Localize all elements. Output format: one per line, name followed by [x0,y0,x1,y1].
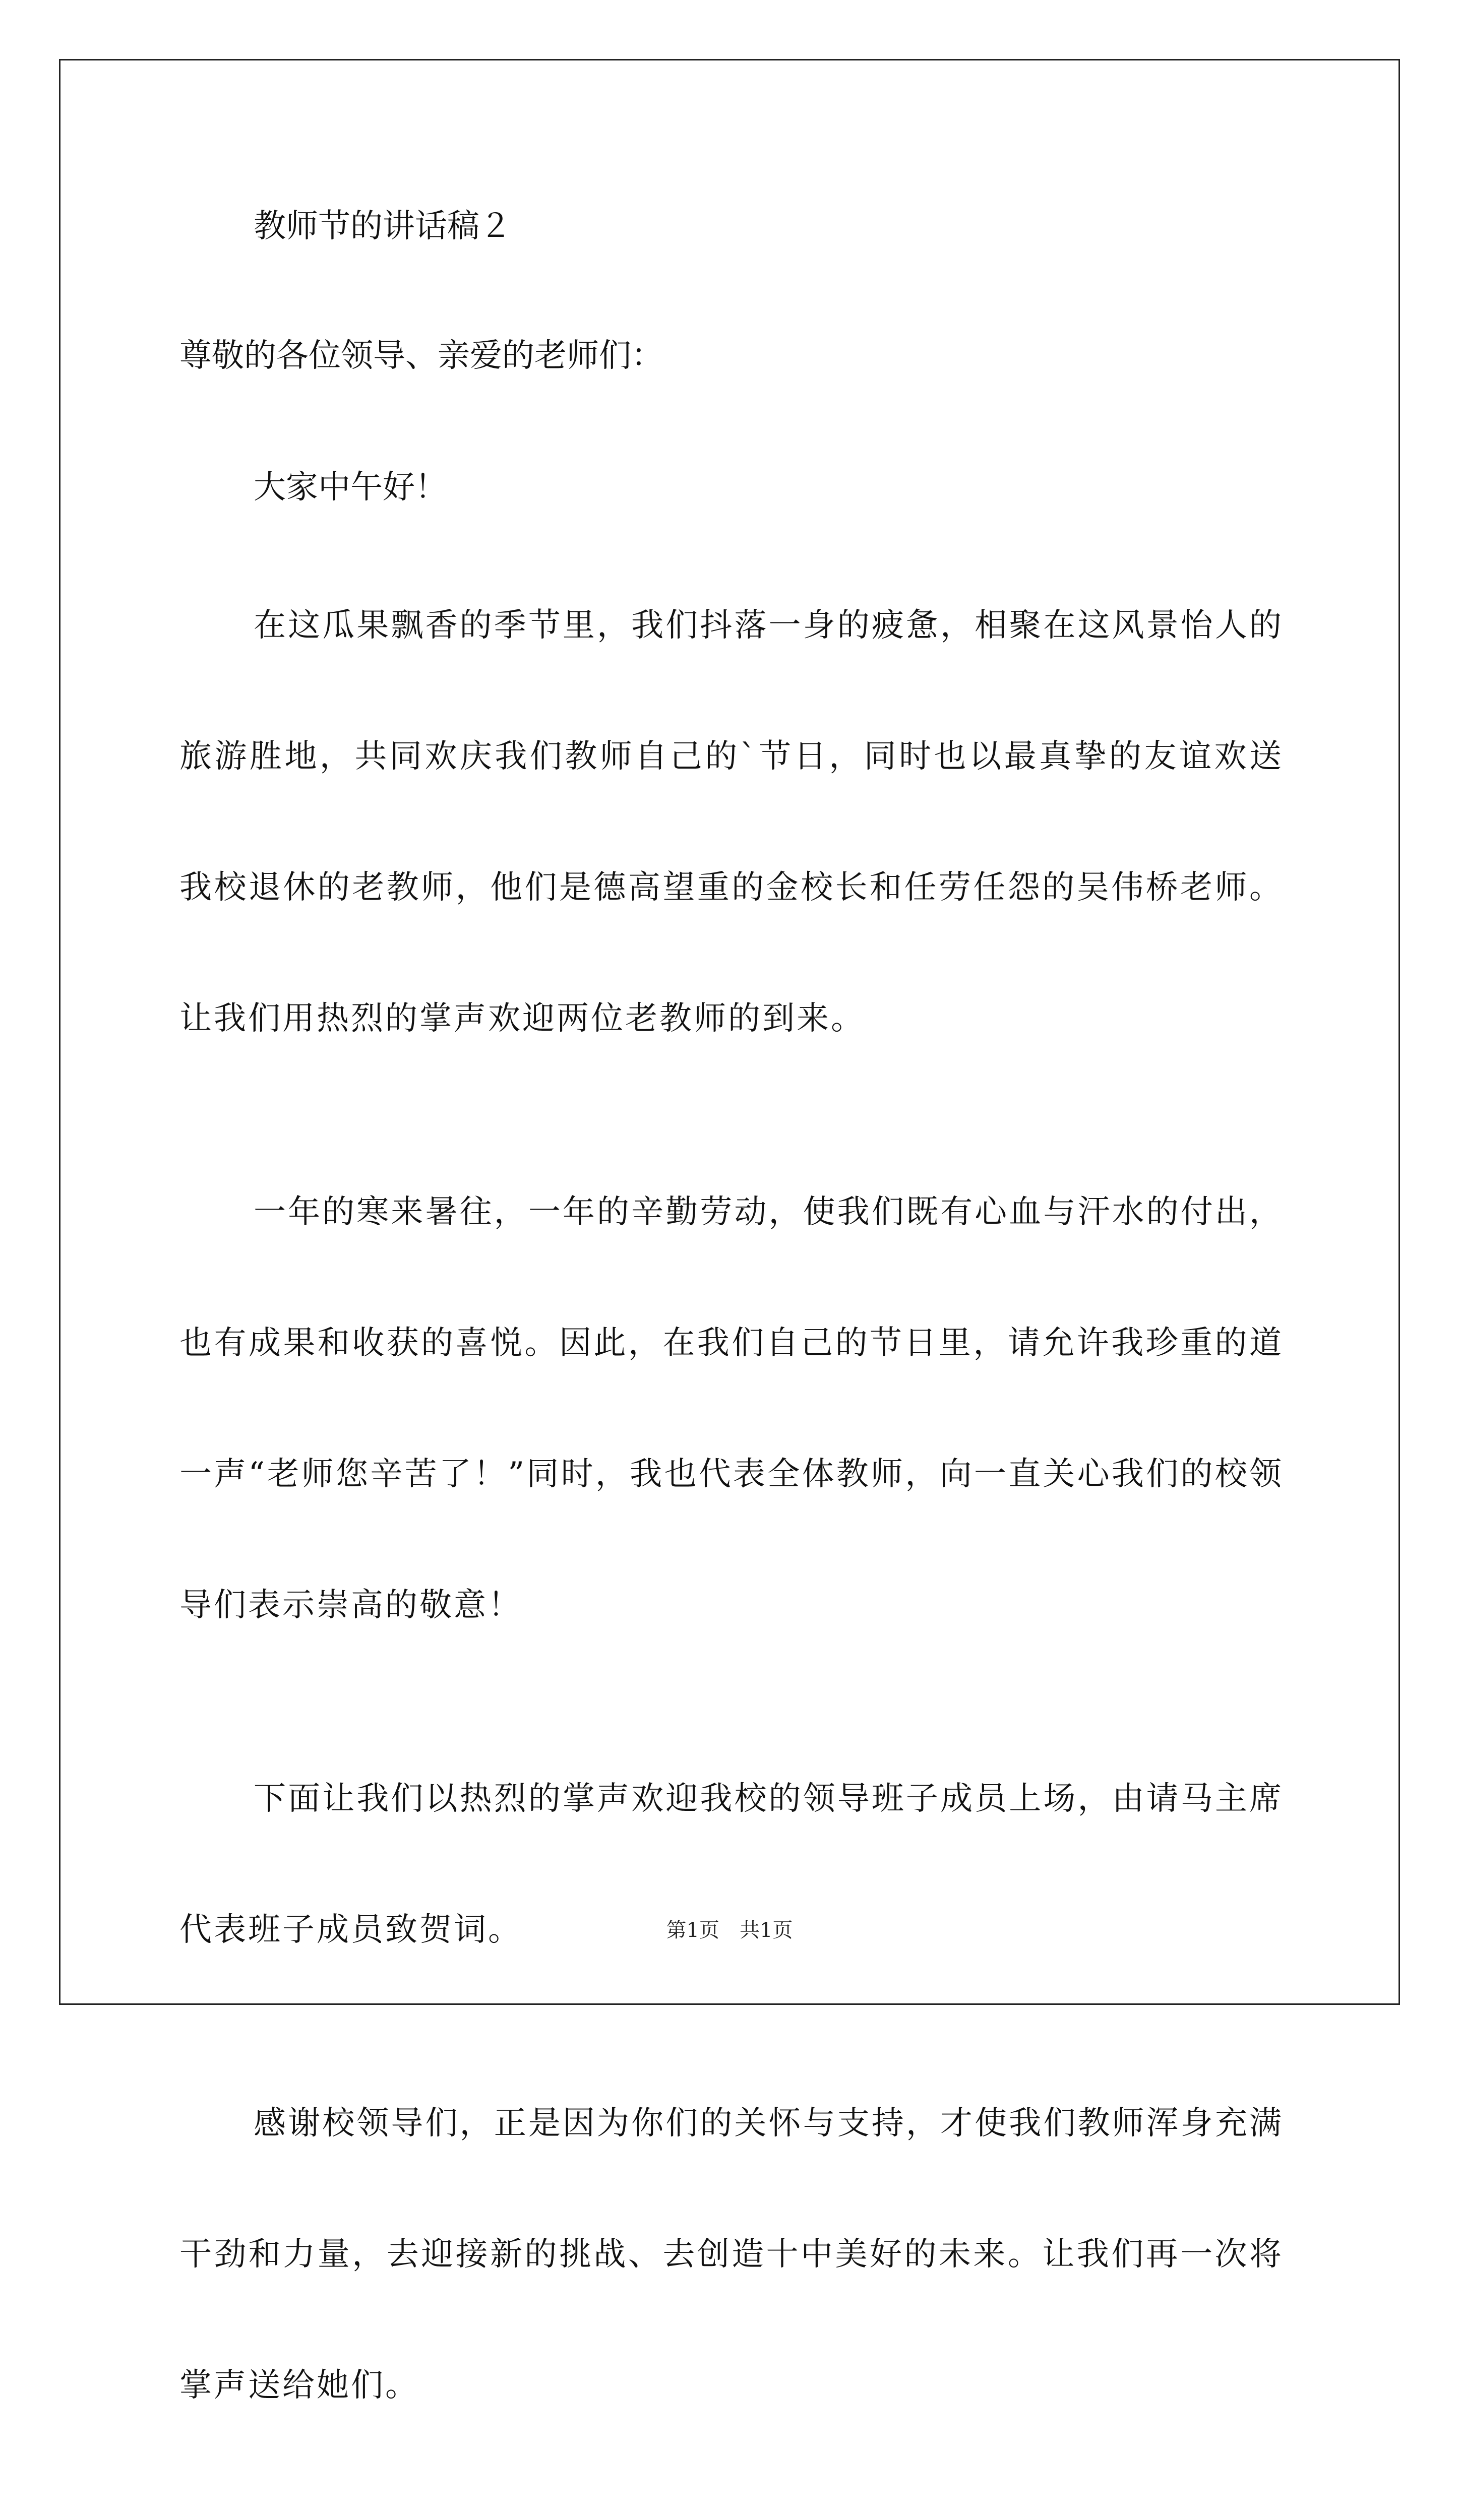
salutation: 尊敬的各位领导、亲爱的老师们： [179,337,663,374]
page-footer [0,1915,1459,1945]
page-number: 第1页 [666,1919,719,1942]
page-total: 共1页 [740,1919,793,1942]
paragraph-5 [179,2513,1284,2520]
paragraph-1: 在这瓜果飘香的季节里，我们抖落一身的疲惫，相聚在这风景怡人的旅游胜地，共同欢庆我们教师自己的`节日，同时也以最真挚的友谊欢送我校退休的老教师，他们是德高望重的金校长和任劳任怨的吴伟桥老师。让我们用热烈的掌声欢迎两位老教师的到来。 [179,607,1284,1037]
greeting: 大家中午好！ [254,469,447,506]
paragraph-2: 一年的寒来暑往，一年的辛勤劳动，使我们既有心血与汗水的付出，也有成果和收获的喜悦。因此，在我们自己的节日里，请允许我珍重的道一声“老师您辛苦了！”同时，我也代表全体教师，向一直关心我们的校领导们表示崇高的敬意！ [179,1193,1284,1624]
paragraph-3: 下面让我们以热烈的掌声欢迎我校的领导班子成员上场，由请马主席代表班子成员致贺词。 [179,1780,1284,1948]
document-body [179,194,1284,2520]
paragraph-4: 感谢校领导们，正是因为你们的关怀与支持，才使我们教师浑身充满干劲和力量，去迎接新的挑战、去创造十中美好的未来。让我们再一次将掌声送给她们。 [179,2105,1284,2404]
document-title: 教师节的讲话稿２ [254,208,512,245]
